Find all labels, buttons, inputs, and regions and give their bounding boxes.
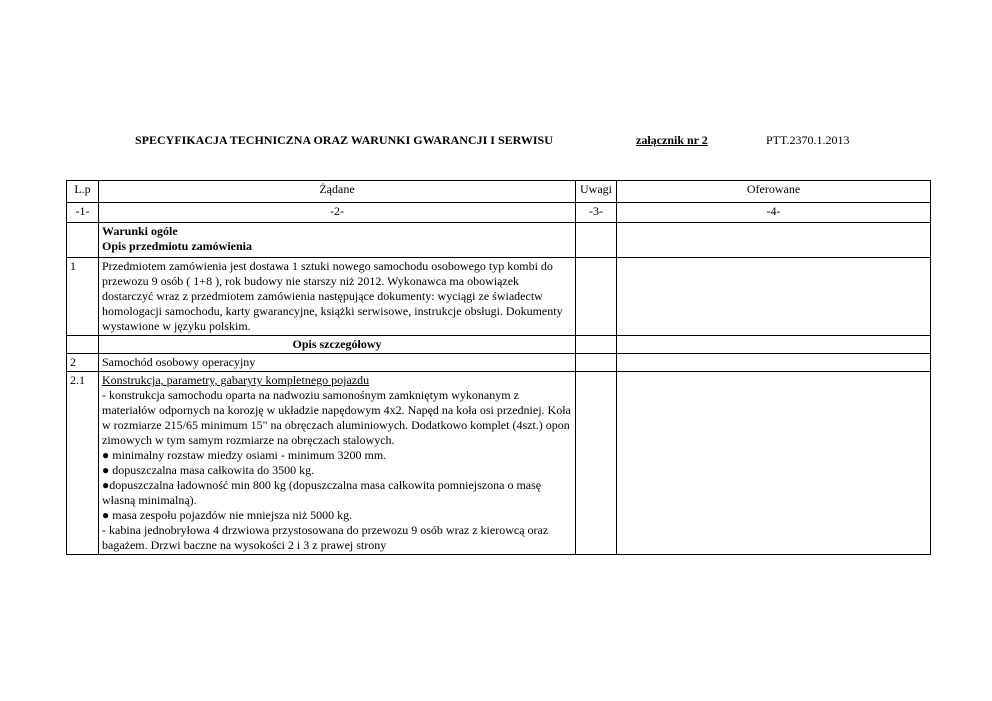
row-number: 1 [67,258,99,336]
section-detail-heading: Opis szczegółowy [99,336,576,354]
row-requirement-text: Samochód osobowy operacyjny [99,354,576,372]
row-number: 2 [67,354,99,372]
reference-number: PTT.2370.1.2013 [766,133,850,147]
row-requirement-text [99,372,576,555]
col-header-lp: L.p [67,181,99,203]
bullet-payload: ●dopuszczalna ładowność min 800 kg (dopuszczalna masa całkowita pomniejszona o masę własną minimalną). [102,478,542,507]
row-number: 2.1 [67,372,99,555]
col-number-2: -2- [99,203,576,223]
col-header-required: Żądane [99,181,576,203]
table-cell [576,258,617,336]
construction-heading: Konstrukcja, parametry, gabaryty kompletnego pojazdu [102,373,370,387]
bullet-combination-mass: ● masa zespołu pojazdów nie mniejsza niż 5000 kg. [102,508,353,522]
cabin-paragraph: - kabina jednobryłowa 4 drzwiowa przystosowana do przewozu 9 osób wraz z kierowcą oraz bagażem. Drzwi baczne na wysokości 2 i 3 z prawej strony [102,523,549,552]
section-general-row [67,223,931,258]
section-detail-row [67,336,931,354]
table-cell [617,336,931,354]
col-header-remarks: Uwagi [576,181,617,203]
table-cell [617,372,931,555]
table-row [67,258,931,336]
column-number-row [67,203,931,223]
general-conditions-label: Warunki ogóle [102,224,178,238]
table-cell [576,223,617,258]
header-row [67,181,931,203]
construction-paragraph: - konstrukcja samochodu oparta na nadwoziu samonośnym zamkniętym wykonanym z materiałów odpornych na korozję w układzie napędowym 4x2. Napęd na koła osi przedniej. Koła w rozmiarze 215/65 minimum 15" na obręczach aluminiowych. Dodatkowo komplet (4szt.) opon zimowych w tym samym rozmiarze na obręczach stalowych. [102,388,571,447]
table-cell [67,223,99,258]
table-cell [576,354,617,372]
row-requirement-text: Przedmiotem zamówienia jest dostawa 1 sztuki nowego samochodu osobowego typ kombi do przewozu 9 osób ( 1+8 ), rok budowy nie starszy niż 2012. Wykonawca ma obowiązek dostarczyć wraz z przedmiotem zamówienia następujące dokumenty: wyciągi ze świadectw homologacji samochodu, karty gwarancyjne, książki serwisowe, instrukcje obsługi. Dokumenty wystawione w języku polskim. [99,258,576,336]
annex-label: załącznik nr 2 [636,133,708,147]
col-header-offered: Oferowane [617,181,931,203]
bullet-wheelbase: ● minimalny rozstaw miedzy osiami - minimum 3200 mm. [102,448,387,462]
table-cell [617,258,931,336]
section-general-heading [99,223,576,258]
document-title: SPECYFIKACJA TECHNICZNA ORAZ WARUNKI GWARANCJI I SERWISU [135,133,553,147]
table-cell [67,336,99,354]
table-row [67,354,931,372]
col-number-4: -4- [617,203,931,223]
table-cell [617,354,931,372]
table-row [67,372,931,555]
table-cell [576,372,617,555]
table-cell [576,336,617,354]
col-number-3: -3- [576,203,617,223]
specification-table [66,180,931,555]
table-cell [617,223,931,258]
order-description-label: Opis przedmiotu zamówienia [102,239,252,253]
col-number-1: -1- [67,203,99,223]
bullet-gross-mass: ● dopuszczalna masa całkowita do 3500 kg. [102,463,315,477]
